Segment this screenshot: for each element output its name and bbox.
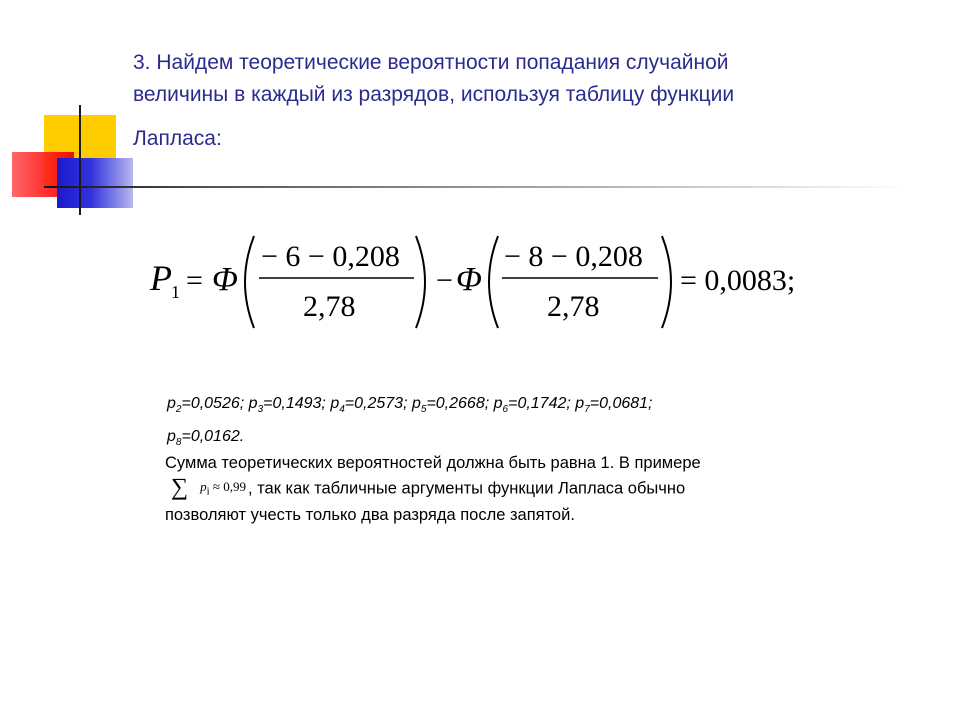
- paren-open-2: [489, 236, 498, 328]
- sum-p-index: i: [206, 485, 210, 498]
- paren-close-2: [662, 236, 671, 328]
- formula-lhs-index: 1: [171, 282, 180, 302]
- probability-symbol: p: [167, 428, 176, 446]
- probability-item: [167, 428, 245, 449]
- probability-value: =0,1742;: [508, 395, 571, 412]
- sum-note: [165, 452, 875, 527]
- probability-value: =0,0162.: [181, 428, 245, 446]
- frac2-denominator: 2,78: [547, 290, 600, 323]
- frac1-denominator: 2,78: [303, 290, 356, 323]
- probability-symbol: p: [411, 395, 421, 412]
- probability-index: 6: [502, 404, 509, 416]
- decor-blue-square: [57, 158, 133, 208]
- probability-symbol: p: [575, 395, 585, 412]
- paren-close-1: [416, 236, 425, 328]
- probability-item: [493, 395, 571, 416]
- probability-item: [330, 395, 408, 416]
- probability-index: 2: [175, 404, 182, 416]
- probability-item: [411, 395, 490, 416]
- sum-note-line-2: , так как табличные аргументы функции Лапласа обычно: [248, 479, 686, 498]
- paren-open-1: [245, 236, 254, 328]
- probability-value: =0,2668;: [426, 395, 490, 412]
- probability-symbol: p: [493, 395, 503, 412]
- probability-index: 8: [175, 437, 182, 449]
- probability-symbol: p: [248, 395, 258, 412]
- slide-title: [133, 47, 923, 155]
- probability-symbol: p: [167, 395, 176, 412]
- frac1-numerator: − 6 − 0,208: [261, 240, 400, 273]
- sum-p-symbol: p: [200, 479, 207, 494]
- probability-value: =0,0681;: [589, 395, 653, 412]
- title-line-2: величины в каждый из разрядов, используя таблицу функции: [133, 83, 735, 106]
- laplace-formula: [146, 232, 826, 332]
- sum-approx: ≈ 0,99: [212, 479, 247, 494]
- formula-equals: =: [186, 264, 203, 297]
- sum-note-line-3: позволяют учесть только два разряда после запятой.: [165, 505, 575, 524]
- probability-index: 4: [339, 404, 345, 416]
- probability-value: =0,2573;: [344, 395, 408, 412]
- title-line-3: Лапласа:: [133, 127, 222, 150]
- probability-item: [575, 395, 653, 416]
- probability-value: =0,1493;: [263, 395, 326, 412]
- probability-index: 5: [420, 404, 427, 416]
- probability-symbol: p: [330, 395, 340, 412]
- formula-phi-1: Φ: [212, 261, 238, 298]
- probability-item: [167, 395, 245, 416]
- formula-result: = 0,0083;: [680, 264, 796, 297]
- probabilities-list: [167, 390, 867, 456]
- decor-vertical-line: [79, 105, 81, 215]
- probability-value: =0,0526;: [181, 395, 245, 412]
- probability-item: [248, 395, 326, 416]
- probability-index: 7: [584, 404, 590, 416]
- frac2-numerator: − 8 − 0,208: [504, 240, 643, 273]
- sum-formula: [171, 475, 246, 504]
- formula-minus: −: [436, 264, 453, 297]
- probability-index: 3: [257, 404, 264, 416]
- sigma-symbol: ∑: [171, 474, 189, 501]
- title-number: 3.: [133, 51, 151, 74]
- decor-horizontal-line: [44, 186, 910, 188]
- formula-lhs-symbol: P: [150, 258, 172, 298]
- formula-phi-2: Φ: [456, 261, 482, 298]
- sum-note-line-1: Сумма теоретических вероятностей должна быть равна 1. В примере: [165, 454, 701, 472]
- title-line-1: Найдем теоретические вероятности попадания случайной: [156, 51, 729, 74]
